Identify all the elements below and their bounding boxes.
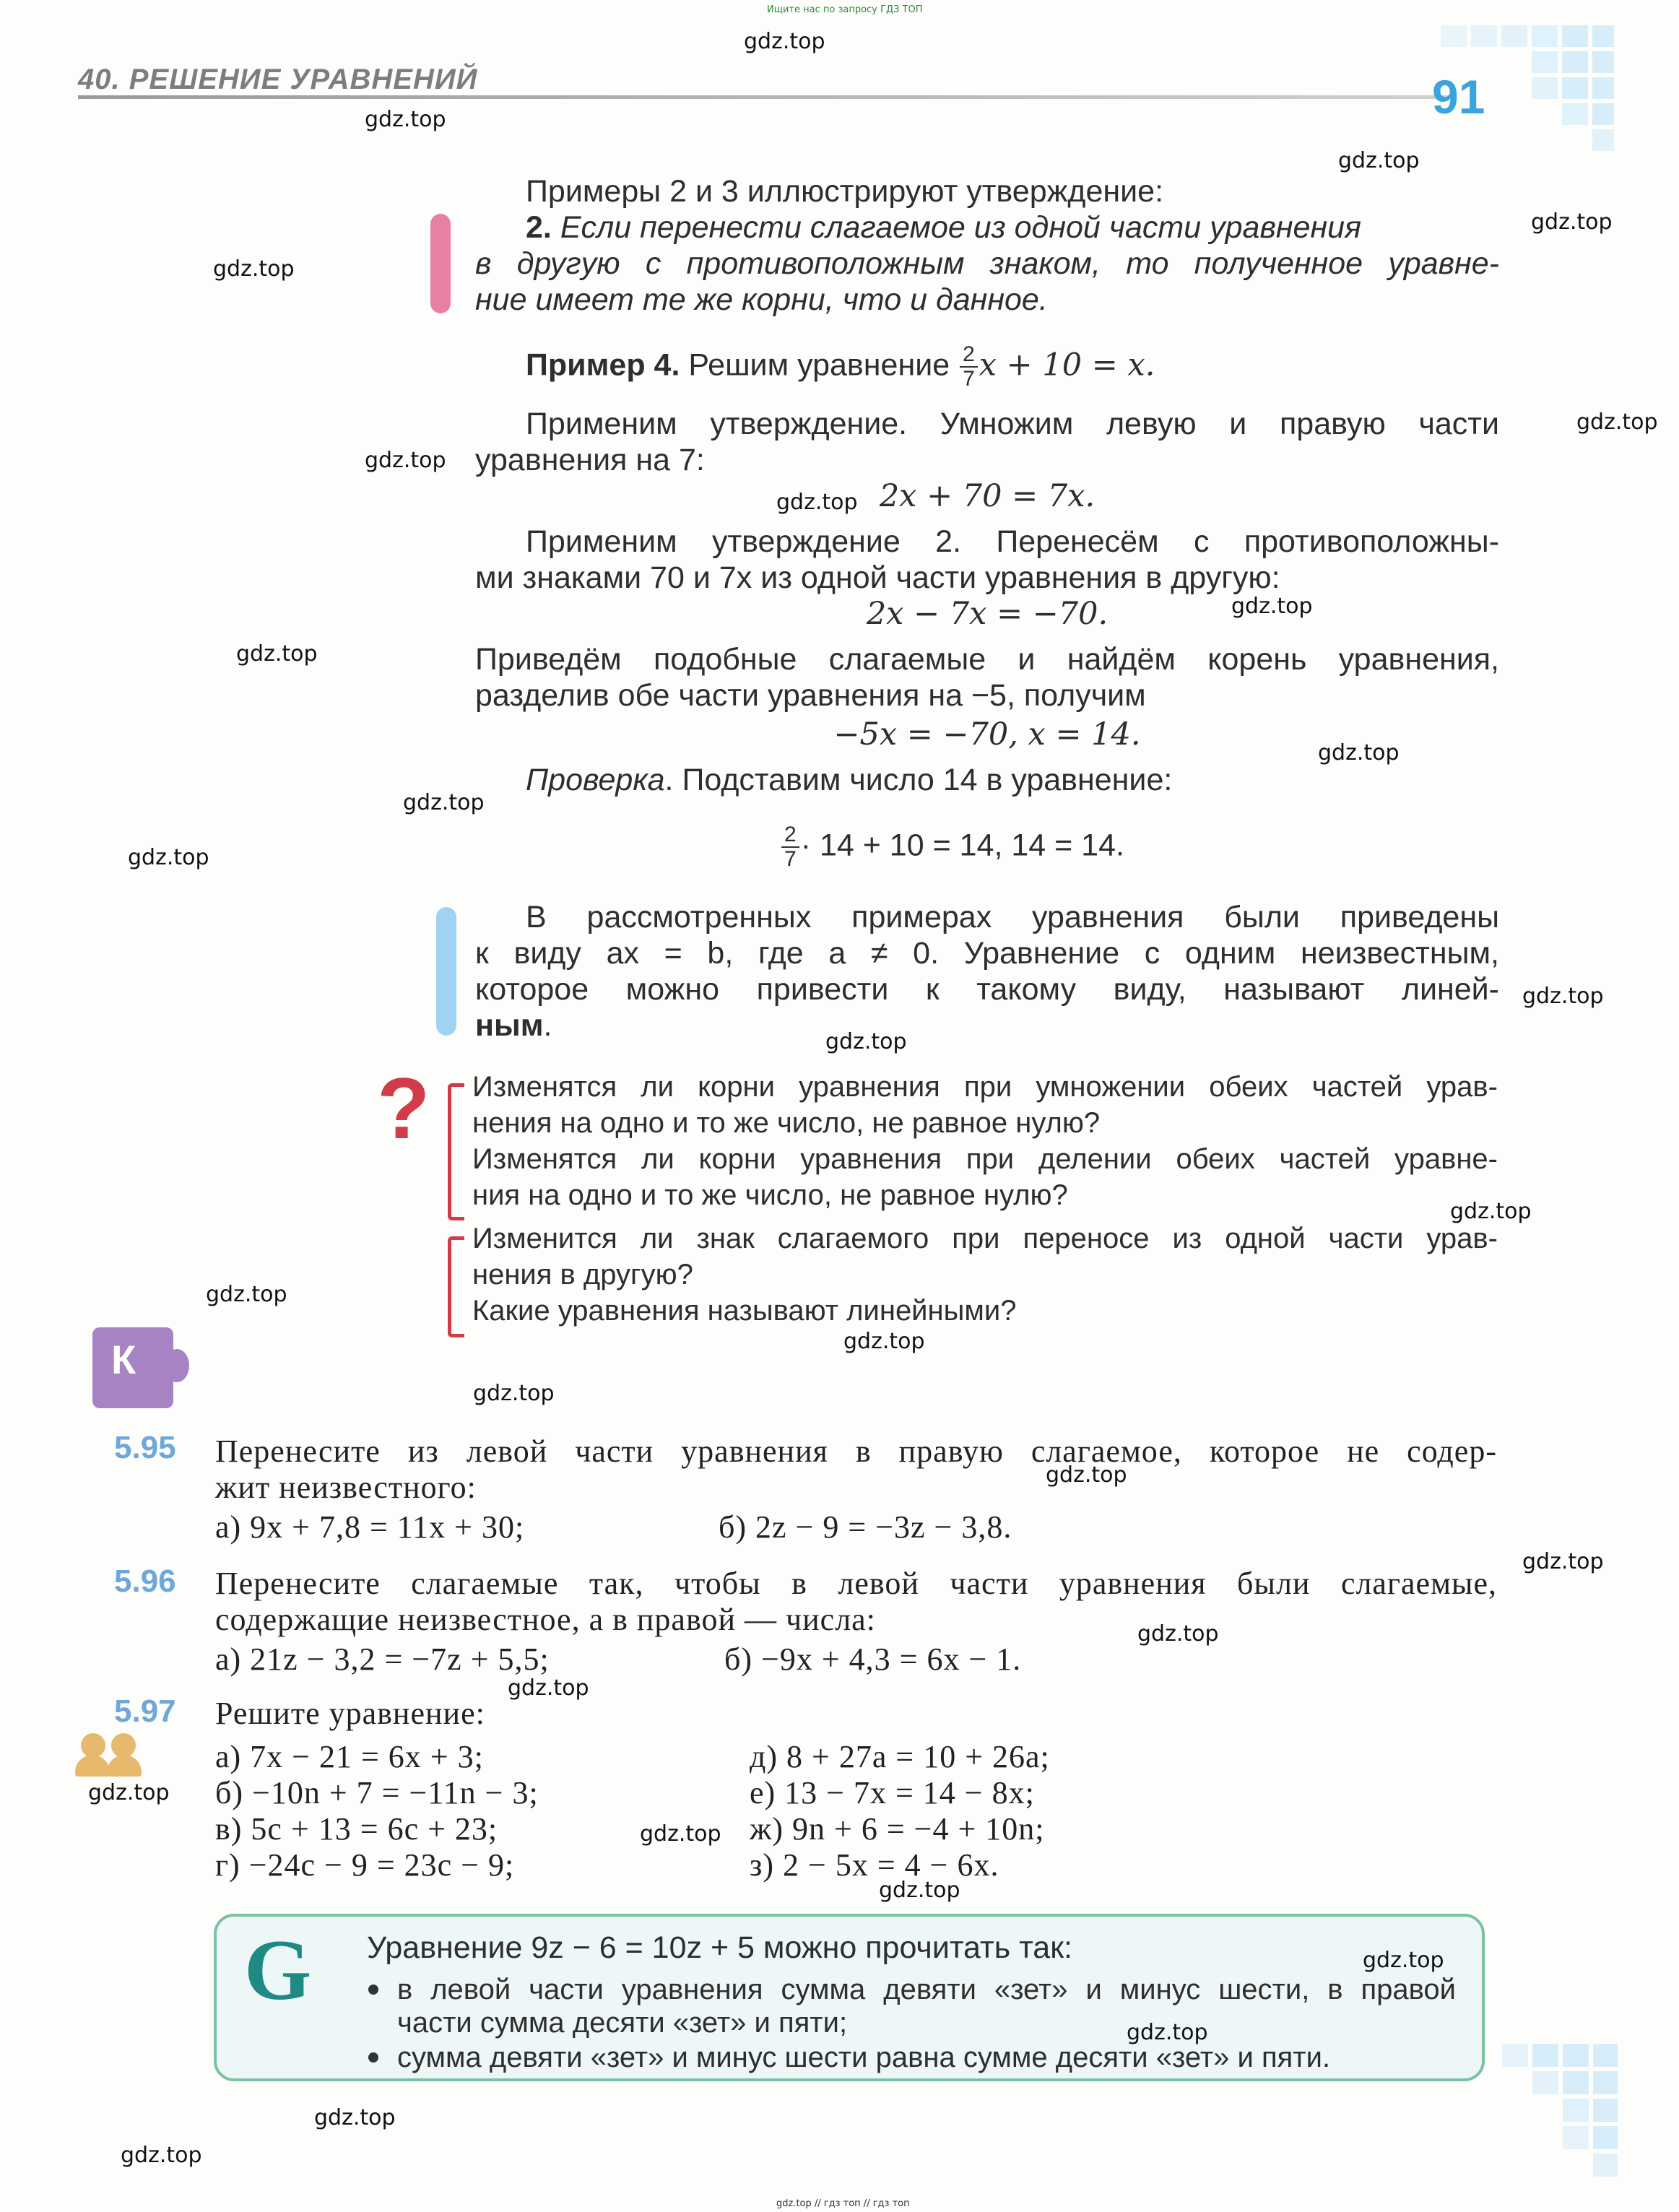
exercise-5-97-h: з) 2 − 5x = 4 − 6x. bbox=[750, 1847, 999, 1883]
watermark: gdz.top bbox=[825, 1029, 907, 1054]
exercise-5-95-line-2: жит неизвестного: bbox=[215, 1470, 477, 1505]
example-label: Пример 4. bbox=[526, 347, 680, 383]
k-badge-tab bbox=[165, 1349, 189, 1382]
question-1-line-1: Изменятся ли корни уравнения при умножении обеих частей урав- bbox=[472, 1071, 1498, 1103]
exercise-5-96-line-2: содержащие неизвестное, а в правой — числа: bbox=[215, 1602, 876, 1637]
watermark: gdz.top bbox=[1127, 2020, 1208, 2045]
check-text: . Подставим число 14 в уравнение: bbox=[664, 763, 1173, 797]
p3-line-2: разделив обе части уравнения на −5, получим bbox=[475, 678, 1146, 713]
page-number: 91 bbox=[1432, 70, 1485, 123]
exercise-5-97-line-1: Решите уравнение: bbox=[215, 1696, 485, 1731]
exercise-number: 5.95 bbox=[114, 1430, 176, 1465]
p3-line-1: Приведём подобные слагаемые и найдём корень уравнения, bbox=[475, 642, 1499, 677]
statement-number: 2. bbox=[526, 210, 552, 245]
exercise-5-97-f: е) 13 − 7x = 14 − 8x; bbox=[750, 1775, 1035, 1810]
watermark: gdz.top bbox=[121, 2143, 202, 2168]
watermark: gdz.top bbox=[365, 448, 446, 473]
k-badge-letter: К bbox=[111, 1337, 136, 1382]
info-title: Уравнение 9z − 6 = 10z + 5 можно прочитать так: bbox=[367, 1930, 1072, 1965]
watermark: gdz.top bbox=[213, 256, 295, 282]
intro-text: Примеры 2 и 3 иллюстрируют утверждение: bbox=[526, 174, 1164, 209]
watermark: gdz.top bbox=[473, 1381, 555, 1406]
exercise-5-95-b: б) 2z − 9 = −3z − 3,8. bbox=[719, 1509, 1012, 1545]
exercise-number: 5.97 bbox=[114, 1693, 176, 1729]
check-frac-num: 2 bbox=[781, 823, 799, 848]
example-frac-den: 7 bbox=[963, 367, 975, 391]
watermark: gdz.top bbox=[128, 845, 209, 870]
watermark: gdz.top bbox=[879, 1878, 960, 1903]
watermark: gdz.top bbox=[206, 1282, 287, 1307]
question-2-line-2: ния на одно и то же число, не равное нулю? bbox=[472, 1179, 1068, 1211]
check-label: Проверка bbox=[526, 763, 665, 797]
exercise-5-97-e: д) 8 + 27a = 10 + 26a; bbox=[750, 1739, 1050, 1774]
statement-line-2: в другую с противоположным знаком, то полученное уравне- bbox=[475, 246, 1499, 281]
watermark: gdz.top bbox=[640, 1821, 721, 1847]
watermark: gdz.top bbox=[744, 29, 825, 54]
bullet-dot bbox=[368, 2052, 378, 2063]
watermark: gdz.top bbox=[508, 1675, 589, 1701]
definition-line-3: которое можно привести к такому виду, называют линей- bbox=[475, 972, 1499, 1007]
watermark: gdz.top bbox=[403, 790, 485, 815]
equation-3: −5x = −70, x = 14. bbox=[833, 716, 1141, 752]
header-rule bbox=[78, 95, 1450, 99]
p2-line-2: ми знаками 70 и 7x из одной части уравнения в другую: bbox=[475, 560, 1280, 595]
exercise-5-95-line-1: Перенесите из левой части уравнения в правую слагаемое, которое не содер- bbox=[215, 1434, 1497, 1469]
exercise-5-97-g: ж) 9n + 6 = −4 + 10n; bbox=[750, 1811, 1045, 1847]
check-frac-den: 7 bbox=[784, 847, 797, 871]
question-2-line-1: Изменятся ли корни уравнения при делении обеих частей уравне- bbox=[472, 1143, 1498, 1175]
exercise-number: 5.96 bbox=[114, 1563, 176, 1599]
question-1-line-2: нения на одно и то же число, не равное нулю? bbox=[472, 1107, 1101, 1139]
question-bracket-1 bbox=[448, 1083, 464, 1220]
equation-4: · 14 + 10 = 14, 14 = 14. bbox=[800, 828, 1124, 863]
equation-2: 2x − 7x = −70. bbox=[866, 596, 1109, 632]
watermark: gdz.top bbox=[314, 2105, 396, 2130]
watermark: gdz.top bbox=[88, 1780, 170, 1805]
p1-line-1: Применим утверждение. Умножим левую и правую части bbox=[526, 407, 1499, 441]
question-mark-icon: ? bbox=[377, 1060, 430, 1157]
equation-1: 2x + 70 = 7x. bbox=[879, 478, 1096, 514]
definition-bold: ным bbox=[475, 1008, 544, 1043]
exercise-5-97-c: в) 5c + 13 = 6c + 23; bbox=[215, 1811, 498, 1847]
section-title: 40. РЕШЕНИЕ УРАВНЕНИЙ bbox=[78, 64, 478, 95]
exercise-5-96-line-1: Перенесите слагаемые так, чтобы в левой части уравнения были слагаемые, bbox=[215, 1566, 1497, 1601]
statement-line-1: Если перенести слагаемое из одной части уравнения bbox=[560, 210, 1362, 245]
watermark: gdz.top bbox=[1046, 1462, 1127, 1488]
top-note: Ищите нас по запросу ГДЗ ТОП bbox=[767, 4, 923, 15]
watermark: gdz.top bbox=[1137, 1621, 1219, 1647]
definition-line-2: к виду ax = b, где a ≠ 0. Уравнение с одним неизвестным, bbox=[475, 936, 1499, 971]
pink-marker bbox=[430, 214, 451, 313]
example-text: Решим уравнение bbox=[688, 347, 950, 383]
exercise-5-95-a: а) 9x + 7,8 = 11x + 30; bbox=[215, 1509, 525, 1545]
example-equation: x + 10 = x. bbox=[979, 347, 1155, 383]
info-bullet-2: сумма девяти «зет» и минус шести равна сумме десяти «зет» и пяти. bbox=[397, 2042, 1331, 2073]
pair-work-icon bbox=[75, 1733, 147, 1777]
exercise-5-97-a: а) 7x − 21 = 6x + 3; bbox=[215, 1739, 484, 1774]
blue-marker bbox=[436, 907, 456, 1036]
watermark: gdz.top bbox=[236, 641, 318, 667]
p1-line-2: уравнения на 7: bbox=[475, 443, 705, 477]
watermark: gdz.top bbox=[365, 107, 446, 132]
info-bullet-1-line-1: в левой части уравнения сумма девяти «зет» и минус шести, в правой bbox=[397, 1974, 1456, 2005]
question-3-line-1: Изменится ли знак слагаемого при переносе из одной части урав- bbox=[472, 1223, 1498, 1254]
question-bracket-2 bbox=[448, 1236, 464, 1337]
watermark: gdz.top bbox=[1522, 984, 1604, 1009]
definition-line-1: В рассмотренных примерах уравнения были приведены bbox=[526, 900, 1499, 934]
watermark: gdz.top bbox=[1531, 209, 1613, 235]
watermark: gdz.top bbox=[1450, 1199, 1532, 1224]
exercise-5-97-b: б) −10n + 7 = −11n − 3; bbox=[215, 1775, 539, 1810]
bullet-dot bbox=[368, 1985, 378, 1995]
speech-icon: G bbox=[244, 1922, 312, 2018]
watermark: gdz.top bbox=[1231, 594, 1313, 619]
example-frac-num: 2 bbox=[960, 343, 978, 368]
watermark: gdz.top bbox=[1318, 740, 1400, 765]
bottom-note: gdz.top // гдз топ // гдз топ bbox=[776, 2198, 910, 2209]
corner-grid-bottom bbox=[1502, 2044, 1618, 2195]
watermark: gdz.top bbox=[1363, 1948, 1444, 1973]
question-3-line-2: нения в другую? bbox=[472, 1259, 693, 1291]
watermark: gdz.top bbox=[776, 490, 858, 515]
exercise-5-96-a: а) 21z − 3,2 = −7z + 5,5; bbox=[215, 1641, 550, 1677]
question-4-line: Какие уравнения называют линейными? bbox=[472, 1295, 1017, 1327]
watermark: gdz.top bbox=[1522, 1549, 1604, 1574]
watermark: gdz.top bbox=[1576, 409, 1658, 435]
watermark: gdz.top bbox=[1338, 148, 1420, 173]
info-bullet-1-line-2: части сумма десяти «зет» и пяти; bbox=[397, 2007, 848, 2039]
watermark: gdz.top bbox=[843, 1329, 925, 1354]
exercise-5-97-d: г) −24c − 9 = 23c − 9; bbox=[215, 1847, 515, 1883]
statement-line-3: ние имеет те же корни, что и данное. bbox=[475, 282, 1048, 317]
definition-end: . bbox=[543, 1008, 552, 1043]
p2-line-1: Применим утверждение 2. Перенесём с противоположны- bbox=[526, 524, 1499, 559]
exercise-5-96-b: б) −9x + 4,3 = 6x − 1. bbox=[724, 1641, 1022, 1677]
